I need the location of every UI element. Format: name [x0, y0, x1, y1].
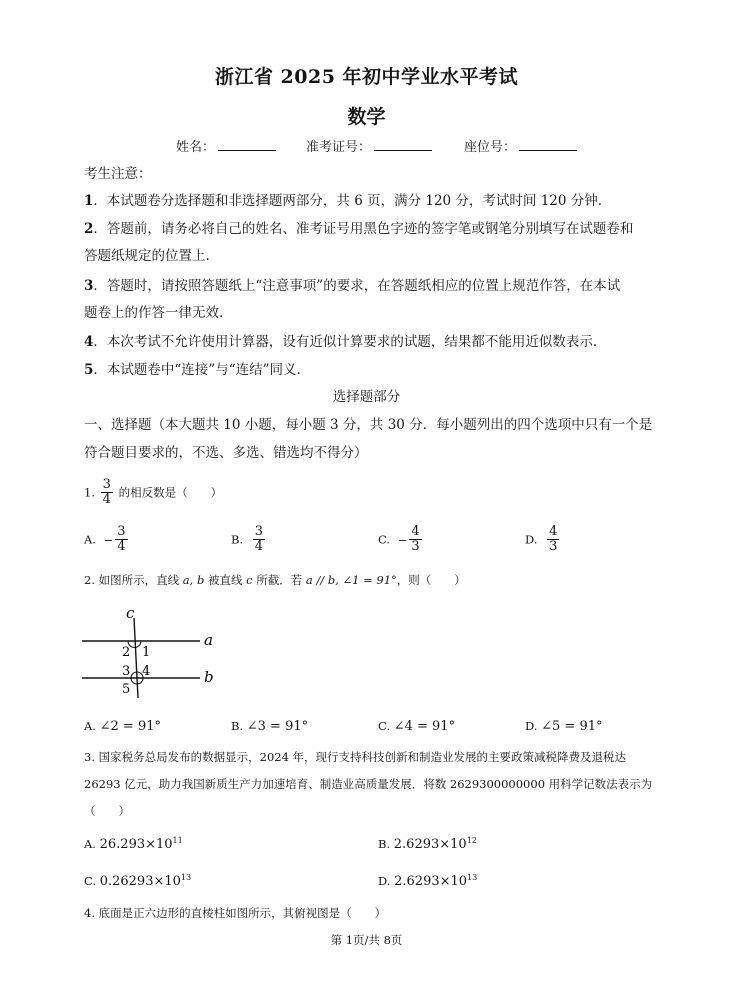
notice-item-2: [84, 220, 633, 238]
q2-text-b: 被直线: [207, 573, 243, 587]
exam-id-blank: [374, 137, 432, 151]
seat-field: [464, 136, 577, 155]
name-field: [176, 136, 276, 155]
angle-2-label: 2: [122, 645, 131, 660]
question-3-line2: 26293 亿元，助力我国新质生产力加速培育、制造业高质量发展．将数 2629300000000 用科学记数法表示为: [84, 777, 653, 791]
option-base: 2.6293×10: [393, 836, 467, 852]
line-c-label: c: [126, 604, 135, 622]
notice-num: 5: [84, 362, 94, 378]
seat-blank: [519, 137, 577, 151]
option-sign: −: [103, 532, 114, 547]
exam-id-label: 准考证号：: [306, 140, 372, 155]
exam-id-field: [306, 136, 432, 155]
option-label: D.: [378, 873, 391, 888]
q1-option-c[interactable]: [378, 525, 424, 554]
q1-option-a[interactable]: [84, 525, 130, 554]
notice-item-3: [84, 277, 620, 295]
angle-5-label: 5: [122, 682, 131, 697]
option-base: 26.293×10: [99, 836, 173, 852]
section-heading-line1: 一、选择题（本大题共 10 小题，每小题 3 分，共 30 分．每小题列出的四个选项中只有一个是: [84, 417, 653, 433]
option-text: ∠3 = 91°: [246, 719, 309, 734]
section-heading-line2: 符合题目要求的，不选、多选、错选均不得分）: [84, 445, 368, 461]
fraction-denominator: 4: [117, 539, 126, 554]
line-a-label: a: [204, 631, 213, 649]
option-fraction: [409, 525, 421, 554]
seat-label: 座位号：: [464, 140, 517, 155]
fraction-denominator: 3: [549, 539, 558, 554]
notice-item-3-cont: 题卷上的作答一律无效.: [84, 305, 224, 321]
fraction-denominator: 4: [102, 492, 111, 507]
q1-option-d[interactable]: [525, 525, 561, 554]
question-1: [84, 478, 222, 507]
question-3-line1: 3. 国家税务总局发布的数据显示，2024 年，现行支持科技创新和制造业发展的主要政策减税降费及退税达: [84, 750, 627, 764]
option-label: D.: [525, 532, 538, 547]
question-1-text: 的相反数是（ ）: [118, 485, 223, 500]
question-number: 1.: [84, 485, 95, 500]
exam-title: 浙江省 2025 年初中学业水平考试: [214, 66, 519, 88]
option-exponent: 12: [466, 836, 477, 845]
q2-option-c[interactable]: [378, 719, 455, 734]
option-label: C.: [378, 719, 391, 733]
subject-title: 数学: [347, 106, 386, 128]
option-exponent: 11: [172, 836, 183, 845]
notice-num: 2: [84, 221, 94, 237]
q2-text-a: 2. 如图所示，直线: [84, 573, 180, 587]
notice-item-2-cont: 答题纸规定的位置上.: [84, 248, 210, 264]
notice-text: ．本试题卷分选择题和非选择题两部分，共 6 页，满分 120 分，考试时间 120 分钟.: [93, 193, 603, 209]
fraction-denominator: 4: [254, 539, 264, 554]
q1-option-b[interactable]: [231, 525, 267, 554]
option-label: D.: [525, 719, 538, 733]
option-sign: −: [397, 532, 408, 547]
section-title: 选择题部分: [332, 389, 401, 405]
option-fraction: [253, 525, 265, 554]
option-label: C.: [84, 873, 97, 888]
q2-option-b[interactable]: [231, 719, 308, 734]
option-label: A.: [84, 836, 96, 851]
option-fraction: [547, 525, 559, 554]
q3-option-c[interactable]: [84, 873, 191, 889]
fraction-numerator: 3: [254, 524, 264, 539]
option-label: B.: [231, 532, 244, 547]
option-exponent: 13: [180, 873, 192, 882]
notice-text: ．答题时，请按照答题纸上“注意事项”的要求，在答题纸相应的位置上规范作答，在本试: [93, 278, 621, 294]
option-label: B.: [378, 836, 391, 851]
option-base: 0.26293×10: [99, 873, 181, 889]
option-label: B.: [231, 719, 244, 733]
fraction-numerator: 3: [117, 524, 126, 539]
option-base: 2.6293×10: [394, 873, 468, 889]
fraction-numerator: 4: [549, 524, 558, 539]
line-b-label: b: [204, 668, 214, 686]
q2-option-d[interactable]: [525, 719, 603, 734]
notice-item-5: [84, 361, 301, 379]
option-fraction: [115, 525, 127, 554]
q2-text-d: ，则（ ）: [396, 573, 466, 587]
notice-item-4: [84, 333, 597, 351]
option-label: A.: [84, 719, 96, 733]
notice-num: 3: [84, 278, 94, 294]
name-label: 姓名：: [176, 140, 216, 155]
option-label: C.: [378, 532, 391, 547]
fraction-numerator: 4: [411, 524, 420, 539]
page-footer: 第 1页/共 8页: [330, 933, 403, 947]
q2-var-c: c: [246, 573, 253, 587]
angle-4-label: 4: [142, 664, 151, 679]
name-blank: [218, 137, 276, 151]
q2-option-a[interactable]: [84, 719, 161, 734]
q2-vars: a, b: [182, 573, 205, 587]
q3-option-d[interactable]: [378, 873, 477, 889]
q3-option-b[interactable]: [378, 836, 477, 852]
notice-num: 1: [84, 193, 94, 209]
option-text: ∠4 = 91°: [393, 719, 456, 734]
angle-3-label: 3: [122, 664, 131, 679]
notice-text: ．本试题卷中“连接”与“连结”同义.: [93, 362, 301, 378]
question-4: 4. 底面是正六边形的直棱柱如图所示，其俯视图是（ ）: [84, 906, 387, 920]
notice-heading: 考生注意：: [84, 166, 152, 182]
q2-condition: a // b, ∠1 = 91°: [305, 573, 397, 587]
question-1-fraction: [101, 478, 113, 507]
line-c: [134, 618, 138, 698]
option-label: A.: [84, 532, 96, 547]
question-2: [84, 572, 466, 588]
option-exponent: 13: [467, 873, 478, 882]
notice-text: ．答题前，请务必将自己的姓名、准考证号用黑色字迹的签字笔或钢笔分别填写在试题卷和: [93, 221, 634, 237]
angle-1-label: 1: [142, 645, 151, 660]
option-text: ∠2 = 91°: [99, 719, 161, 734]
fraction-denominator: 3: [411, 539, 420, 554]
q2-figure: [80, 604, 230, 700]
notice-item-1: [84, 192, 602, 210]
q3-option-a[interactable]: [84, 836, 183, 852]
q2-text-c: 所截．若: [256, 573, 303, 587]
option-text: ∠5 = 91°: [541, 719, 603, 734]
notice-num: 4: [84, 334, 94, 350]
fraction-numerator: 3: [102, 477, 111, 492]
question-3-line3: （ ）: [84, 804, 130, 818]
notice-text: ．本次考试不允许使用计算器，设有近似计算要求的试题，结果都不能用近似数表示.: [93, 334, 598, 350]
